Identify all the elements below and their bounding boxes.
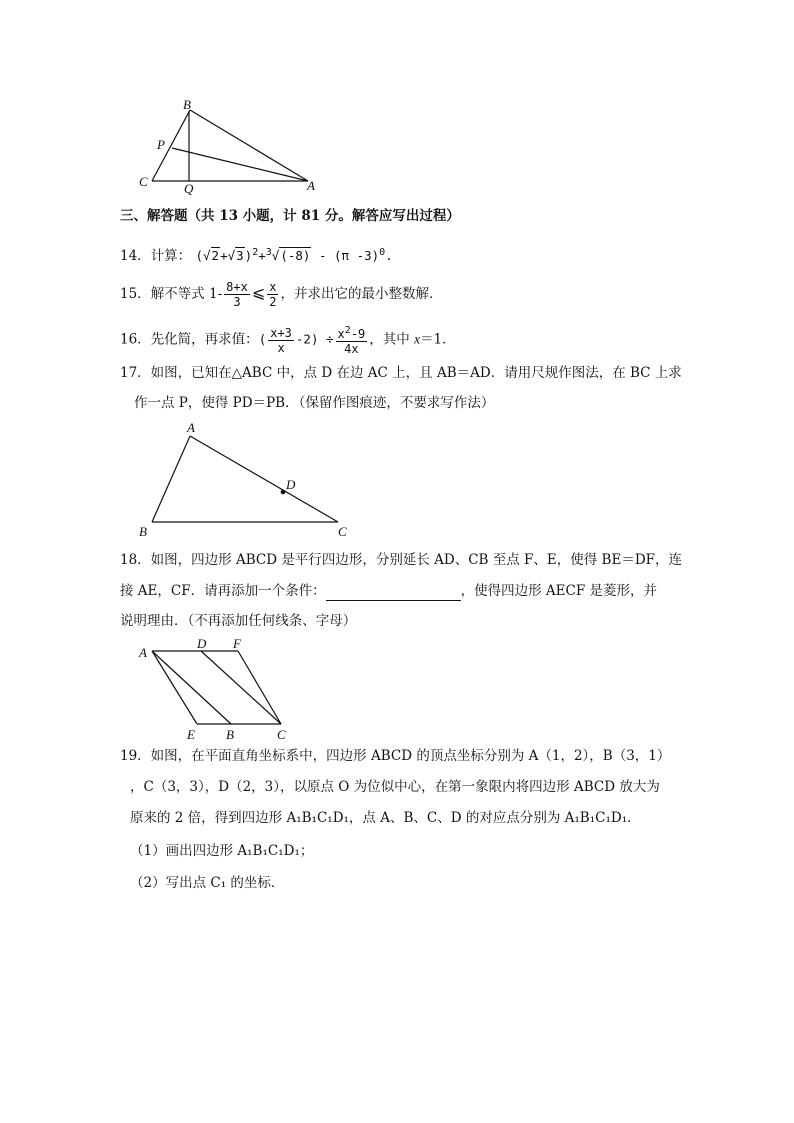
q16-fraction-1: $\frac{x+3}{x}$: [270, 325, 292, 355]
question-17-line-1: 17．如图，已知在△ABC 中，点 D 在边 AC 上，且 AB＝AD．请用尺规作图法，在 BC 上求: [120, 365, 682, 381]
parallelogram-figure-q18: [135, 635, 300, 745]
label-B: B: [139, 524, 147, 539]
triangle-figure-q13: [130, 95, 330, 195]
question-19-sub-2: （2）写出点 C₁ 的坐标．: [130, 875, 285, 891]
section-heading: 三、解答题（共 13 小题，计 81 分。解答应写出过程）: [120, 208, 460, 224]
label-C: C: [277, 727, 286, 742]
q15-number: 15．: [120, 286, 151, 302]
question-15: 15．解不等式 1- $\frac{8+x}{3}$ ⩽ $\frac{x}{2}$ ，并求出它的最小整数解．: [120, 280, 443, 309]
question-17-line-2: 作一点 P，使得 PD＝PB．（保留作图痕迹，不要求写作法）: [134, 395, 495, 411]
label-A: A: [139, 645, 147, 660]
label-F: F: [233, 636, 241, 651]
question-18-line-3: 说明理由．（不再添加任何线条、字母）: [120, 613, 357, 629]
label-A: A: [307, 178, 315, 193]
label-B: B: [226, 727, 234, 742]
label-A: A: [187, 420, 195, 435]
label-D: D: [286, 477, 296, 492]
label-E: E: [187, 727, 195, 742]
q16-number: 16．: [120, 331, 151, 348]
label-Q: Q: [184, 181, 194, 195]
answer-blank[interactable]: [326, 586, 461, 601]
question-14: [120, 243, 680, 266]
question-19-line-3: 原来的 2 倍，得到四边形 A₁B₁C₁D₁，点 A、B、C、D 的对应点分别为 A₁B₁C₁D₁．: [130, 810, 641, 826]
label-B: B: [183, 97, 191, 112]
question-19-sub-1: （1）画出四边形 A₁B₁C₁D₁；: [130, 843, 314, 859]
q15-fraction-1: $\frac{8+x}{3}$: [226, 280, 248, 309]
label-D: D: [197, 636, 207, 651]
question-19-line-1: 19．如图，在平面直角坐标系中，四边形 ABCD 的顶点坐标分别为 A（1，2），B（3，1）: [120, 748, 671, 764]
triangle-figure-q17: [130, 418, 360, 543]
q15-fraction-2: $\frac{x}{2}$: [269, 280, 277, 309]
question-16: 16．先化简，再求值：( $\frac{x+3}{x}$ -2) ÷ $\frac{x^2-9}{4x}$ ，其中 x＝1．: [120, 325, 456, 356]
label-C: C: [139, 174, 148, 189]
label-C: C: [338, 524, 347, 539]
q16-fraction-2: $\frac{x^2-9}{4x}$: [337, 325, 366, 356]
q14-number: 14．: [120, 248, 151, 265]
label-P: P: [157, 137, 165, 152]
q14-expression: $(√2+√3)^2+^3√(-8) - (\pi$ -3)$^0$.: [195, 247, 393, 264]
question-18-line-1: 18．如图，四边形 ABCD 是平行四边形，分别延长 AD、CB 至点 F、E，使得 BE＝DF，连: [120, 552, 683, 568]
q14-text: 计算：: [150, 248, 192, 265]
question-18-line-2: 接 AE，CF．请再添加一个条件： ，使得四边形 AECF 是菱形，并: [120, 583, 657, 599]
question-19-line-2: ，C（3，3），D（2，3），以原点 O 为位似中心，在第一象限内将四边形 ABCD 放大为: [130, 779, 660, 795]
